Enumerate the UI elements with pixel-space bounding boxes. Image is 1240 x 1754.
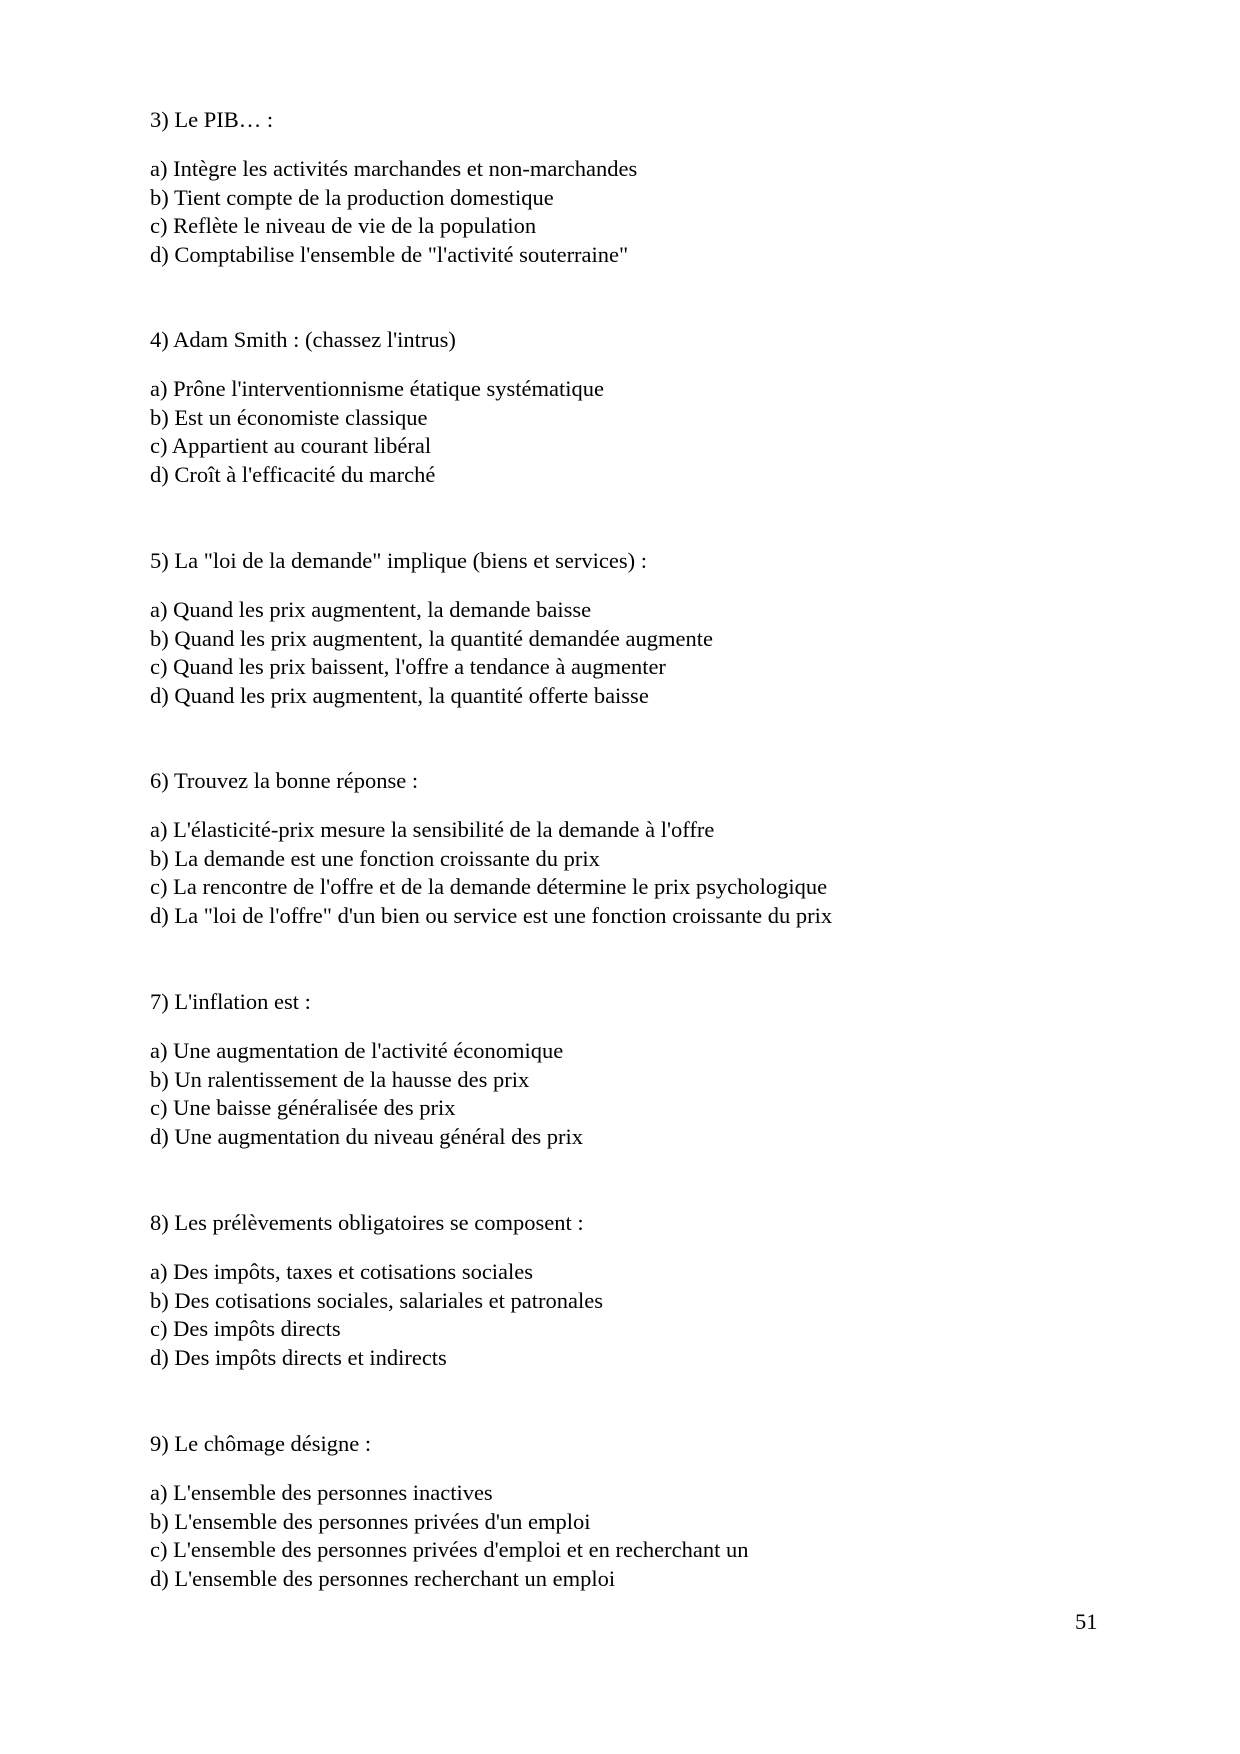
option-d: d) L'ensemble des personnes recherchant un emploi bbox=[150, 1566, 616, 1592]
option-a: a) Prône l'interventionnisme étatique systématique bbox=[150, 376, 604, 401]
question-6 bbox=[150, 767, 1150, 931]
option-list bbox=[150, 596, 1150, 711]
option-list bbox=[150, 816, 1150, 931]
question-title: 6) Trouvez la bonne réponse : bbox=[150, 768, 419, 793]
option-a: a) Une augmentation de l'activité économique bbox=[150, 1038, 564, 1063]
option-c: c) Appartient au courant libéral bbox=[150, 433, 432, 459]
option-a: a) Intègre les activités marchandes et non-marchandes bbox=[150, 156, 638, 181]
option-d: d) Comptabilise l'ensemble de "l'activité souterraine" bbox=[150, 242, 629, 268]
option-b: b) Est un économiste classique bbox=[150, 404, 428, 430]
question-title: 4) Adam Smith : (chassez l'intrus) bbox=[150, 327, 456, 352]
option-a: a) L'élasticité-prix mesure la sensibilité de la demande à l'offre bbox=[150, 817, 715, 842]
option-c: c) Reflète le niveau de vie de la population bbox=[150, 213, 537, 239]
question-3 bbox=[150, 106, 1150, 270]
option-d: d) La "loi de l'offre" d'un bien ou service est une fonction croissante du prix bbox=[150, 903, 833, 929]
option-b: b) Tient compte de la production domestique bbox=[150, 184, 554, 210]
question-title: 7) L'inflation est : bbox=[150, 989, 311, 1014]
option-c: c) Des impôts directs bbox=[150, 1316, 341, 1342]
question-title: 8) Les prélèvements obligatoires se composent : bbox=[150, 1210, 584, 1235]
option-b: b) La demande est une fonction croissante du prix bbox=[150, 845, 600, 871]
question-title: 5) La "loi de la demande" implique (biens et services) : bbox=[150, 548, 647, 573]
option-b: b) L'ensemble des personnes privées d'un emploi bbox=[150, 1508, 591, 1534]
option-list bbox=[150, 375, 1150, 490]
option-c: c) Quand les prix baissent, l'offre a tendance à augmenter bbox=[150, 654, 666, 680]
option-c: c) Une baisse généralisée des prix bbox=[150, 1095, 456, 1121]
page-number: 51 bbox=[1075, 1609, 1098, 1634]
question-7 bbox=[150, 988, 1150, 1152]
option-a: a) L'ensemble des personnes inactives bbox=[150, 1480, 493, 1505]
option-b: b) Quand les prix augmentent, la quantité demandée augmente bbox=[150, 625, 713, 651]
option-d: d) Une augmentation du niveau général des prix bbox=[150, 1124, 583, 1150]
option-list bbox=[150, 1258, 1150, 1373]
question-title: 9) Le chômage désigne : bbox=[150, 1431, 372, 1456]
option-b: b) Un ralentissement de la hausse des prix bbox=[150, 1066, 530, 1092]
question-5 bbox=[150, 547, 1150, 711]
question-8 bbox=[150, 1209, 1150, 1373]
question-9 bbox=[150, 1430, 1150, 1594]
option-c: c) L'ensemble des personnes privées d'emploi et en recherchant un bbox=[150, 1537, 749, 1563]
option-a: a) Des impôts, taxes et cotisations sociales bbox=[150, 1259, 534, 1284]
option-c: c) La rencontre de l'offre et de la demande détermine le prix psychologique bbox=[150, 874, 828, 900]
option-list bbox=[150, 1479, 1150, 1594]
option-a: a) Quand les prix augmentent, la demande baisse bbox=[150, 597, 592, 622]
option-d: d) Quand les prix augmentent, la quantité offerte baisse bbox=[150, 683, 649, 709]
question-4 bbox=[150, 326, 1150, 490]
option-list bbox=[150, 1037, 1150, 1152]
option-list bbox=[150, 155, 1150, 270]
option-b: b) Des cotisations sociales, salariales et patronales bbox=[150, 1287, 603, 1313]
option-d: d) Croît à l'efficacité du marché bbox=[150, 462, 436, 488]
option-d: d) Des impôts directs et indirects bbox=[150, 1345, 447, 1371]
question-title: 3) Le PIB… : bbox=[150, 107, 274, 132]
